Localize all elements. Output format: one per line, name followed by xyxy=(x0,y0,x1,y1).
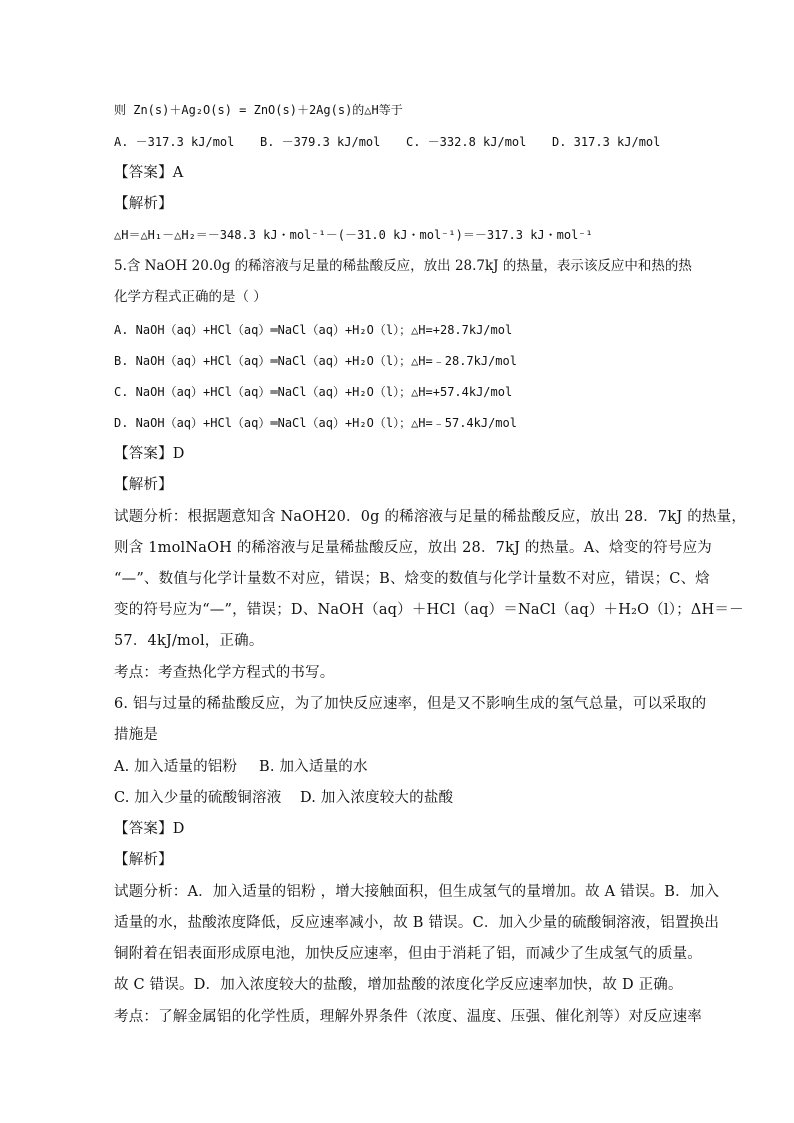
q5-option-c: C. NaOH（aq）+HCl（aq）═NaCl（aq）+H₂O（l）；△H=+57.4kJ/mol xyxy=(114,385,513,399)
q5-point: 考点：考查热化学方程式的书写。 xyxy=(114,665,335,681)
q4-answer: 【答案】A xyxy=(114,165,184,181)
q5-stem-line-2: 化学方程式正确的是（ ） xyxy=(114,289,267,305)
q6-analysis-label: 【解析】 xyxy=(114,852,173,868)
q6-stem-line-1: 6. 铝与过量的稀盐酸反应，为了加快反应速率，但是又不影响生成的氢气总量，可以采取的 xyxy=(114,696,707,712)
q5-option-a: A. NaOH（aq）+HCl（aq）═NaCl（aq）+H₂O（l）；△H=+28.7kJ/mol xyxy=(114,323,513,337)
q4-options xyxy=(114,132,660,152)
q5-answer: 【答案】D xyxy=(114,446,185,462)
q6-stem-line-2: 措施是 xyxy=(114,727,159,743)
q6-analysis-line-2: 适量的水，盐酸浓度降低，反应速率减小，故 B 错误。C．加入少量的硫酸铜溶液，铝置换出 xyxy=(114,915,720,931)
q6-options-row-1 xyxy=(114,757,368,777)
q5-stem-line-1: 5.含 NaOH 20.0g 的稀溶液与足量的稀盐酸反应，放出 28.7kJ 的热量，表示该反应中和热的热 xyxy=(114,258,692,274)
q4-option-d: D. 317.3 kJ/mol xyxy=(552,135,661,149)
q5-analysis-line-2: 则含 1molNaOH 的稀溶液与足量稀盐酸反应，放出 28．7kJ 的热量。A、焓变的符号应为 xyxy=(114,540,712,556)
q6-analysis-line-1: 试题分析：A．加入适量的铝粉 ，增大接触面积，但生成氢气的量增加。故 A 错误。B．加入 xyxy=(114,884,720,900)
q4-option-b: B. －379.3 kJ/mol xyxy=(260,135,381,149)
q6-option-c: C. 加入少量的硫酸铜溶液 xyxy=(114,790,282,806)
q6-analysis-line-3: 铜附着在铝表面形成原电池，加快反应速率，但由于消耗了铝，而减少了生成氢气的质量。 xyxy=(114,946,702,962)
q4-analysis: △H＝△H₁－△H₂＝－348.3 kJ・mol⁻¹－(－31.0 kJ・mol⁻¹)＝－317.3 kJ・mol⁻¹ xyxy=(114,228,593,242)
q6-option-d: D. 加入浓度较大的盐酸 xyxy=(300,790,454,806)
q4-analysis-label: 【解析】 xyxy=(114,196,173,212)
q6-option-b: B. 加入适量的水 xyxy=(259,759,368,775)
q5-analysis-label: 【解析】 xyxy=(114,477,173,493)
q4-option-c: C. －332.8 kJ/mol xyxy=(406,135,527,149)
q6-options-row-2 xyxy=(114,788,453,808)
q5-option-d: D. NaOH（aq）+HCl（aq）═NaCl（aq）+H₂O（l）；△H=﹣57.4kJ/mol xyxy=(114,416,517,430)
q5-analysis-line-4: 变的符号应为“—”，错误；D、NaOH（aq）＋HCl（aq）＝NaCl（aq）＋H₂O（l）；ΔH＝－ xyxy=(114,602,744,618)
q5-analysis-line-1: 试题分析：根据题意知含 NaOH20．0g 的稀溶液与足量的稀盐酸反应，放出 28．7kJ 的热量， xyxy=(114,509,747,525)
q5-analysis-line-3: “—”、数值与化学计量数不对应，错误；B、焓变的数值与化学计量数不对应，错误；C、焓 xyxy=(114,571,710,587)
q6-analysis-line-4: 故 C 错误。D．加入浓度较大的盐酸，增加盐酸的浓度化学反应速率加快，故 D 正确。 xyxy=(114,977,683,993)
q6-point: 考点：了解金属铝的化学性质，理解外界条件（浓度、温度、压强、催化剂等）对反应速率 xyxy=(114,1009,702,1025)
q6-option-a: A. 加入适量的铝粉 xyxy=(114,759,238,775)
q5-analysis-line-5: 57．4kJ/mol，正确。 xyxy=(114,633,264,649)
q6-answer: 【答案】D xyxy=(114,821,185,837)
q5-option-b: B. NaOH（aq）+HCl（aq）═NaCl（aq）+H₂O（l）；△H=﹣28.7kJ/mol xyxy=(114,354,517,368)
q4-stem-tail: 则 Zn(s)＋Ag₂O(s) = ZnO(s)＋2Ag(s)的△H等于 xyxy=(114,103,403,117)
q4-option-a: A. －317.3 kJ/mol xyxy=(114,135,235,149)
